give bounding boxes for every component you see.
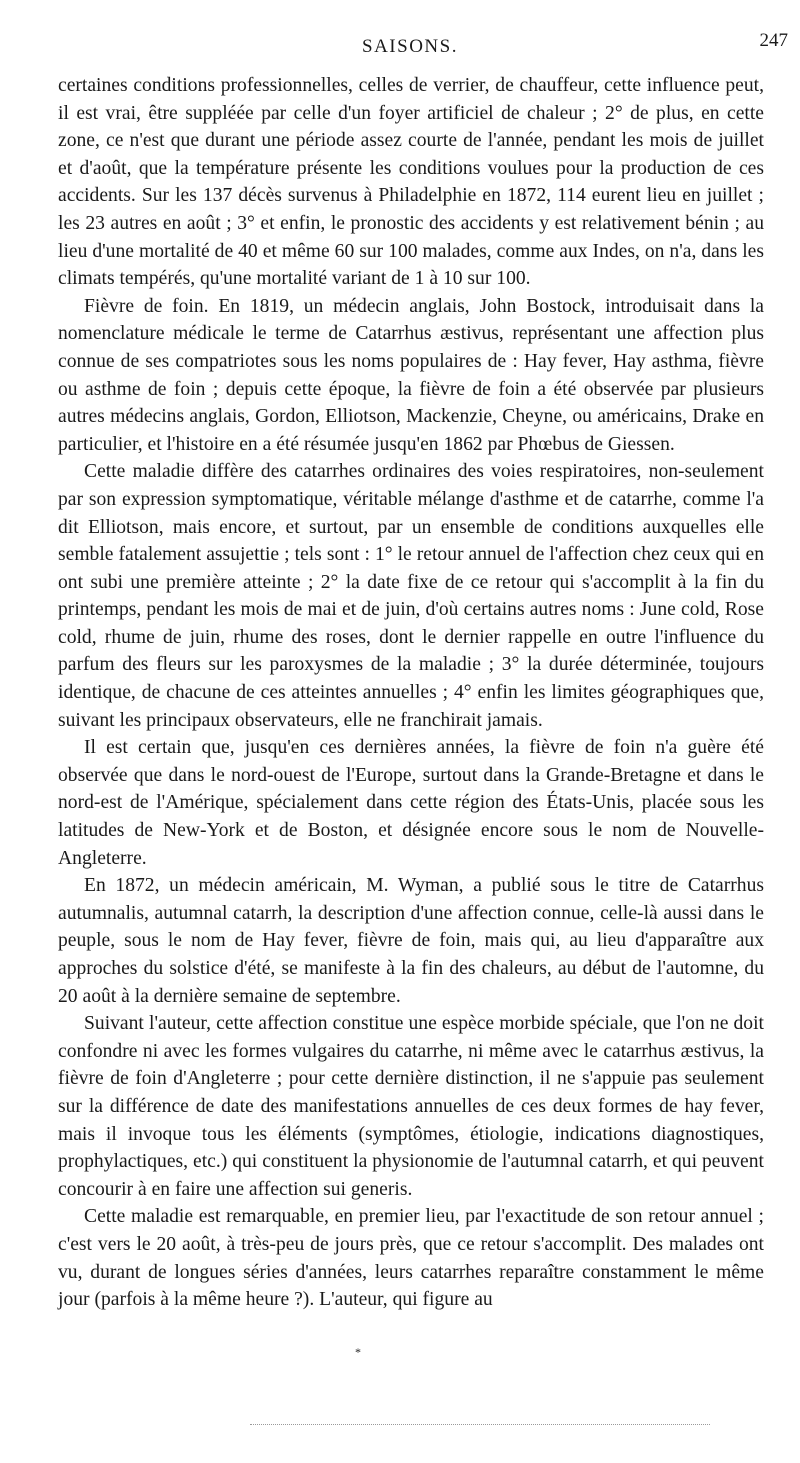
body-text [58, 72, 764, 1314]
running-title: SAISONS. [362, 36, 458, 57]
paragraph-1: certaines conditions professionnelles, celles de verrier, de chauffeur, cette influence peut, il est vrai, être suppléée par celle d'un foyer artificiel de chaleur ; 2° de plus, en cette zone, ce n'est que durant une période assez courte de l'année, pendant les mois de juillet et d'août, que la température présente les conditions voulues pour la production de ces accidents. Sur les 137 décès survenus à Philadelphie en 1872, 114 eurent lieu en juillet ; les 23 autres en août ; 3° et enfin, le pronostic des accidents y est relativement bénin ; au lieu d'une mortalité de 40 et même 60 sur 100 malades, comme aux Indes, on n'a, dans les climats tempérés, qu'une mortalité variant de 1 à 10 sur 100. [58, 75, 764, 290]
page-number: 247 [759, 30, 788, 51]
paragraph-6: Suivant l'auteur, cette affection constitue une espèce morbide spéciale, que l'on ne doit confondre ni avec les formes vulgaires du catarrhe, ni même avec le catarrhus æstivus, la fièvre de foin d'Angleterre ; pour cette dernière distinction, il ne s'appuie pas seulement sur la différence de date des manifestations annuelles de ces deux formes de hay fever, mais il invoque tous les éléments (symptômes, étiologie, indications diagnostiques, prophylactiques, etc.) qui constituent la physionomie de l'autumnal catarrh, et qui peuvent concourir à en faire une affection sui generis. [58, 1013, 764, 1200]
bottom-rule [250, 1424, 710, 1425]
footer-mark: * [355, 1345, 361, 1359]
paragraph-5: En 1872, un médecin américain, M. Wyman, a publié sous le titre de Catarrhus autumnalis, autumnal catarrh, la description d'une affection connue, celle-là aussi dans le peuple, sous le nom de Hay fever, fièvre de foin, mais qui, au lieu d'apparaître aux approches du solstice d'été, se manifeste à la fin des chaleurs, au début de l'automne, du 20 août à la dernière semaine de septembre. [58, 875, 764, 1007]
paragraph-7: Cette maladie est remarquable, en premier lieu, par l'exactitude de son retour annuel ; c'est vers le 20 août, à très-peu de jours près, que ce retour s'accomplit. Des malades ont vu, durant de longues séries d'années, leurs catarrhes reparaître constamment le même jour (parfois à la même heure ?). L'auteur, qui figure au [58, 1206, 764, 1311]
paragraph-3: Cette maladie diffère des catarrhes ordinaires des voies respiratoires, non-seulement par son expression symptomatique, véritable mélange d'asthme et de catarrhe, comme l'a dit Elliotson, mais encore, et surtout, par un ensemble de conditions auxquelles elle semble fatalement assujettie ; tels sont : 1° le retour annuel de l'affection chez ceux qui en ont subi une première atteinte ; 2° la date fixe de ce retour qui s'accomplit à la fin du printemps, pendant les mois de mai et de juin, d'où certains autres noms : June cold, Rose cold, rhume de juin, rhume des roses, dont le dernier rappelle en outre l'influence du parfum des fleurs sur les paroxysmes de la maladie ; 3° la durée déterminée, toujours identique, de chacune de ces atteintes annuelles ; 4° enfin les limites géographiques que, suivant les principaux observateurs, elle ne franchirait jamais. [58, 461, 764, 731]
paragraph-4: Il est certain que, jusqu'en ces dernières années, la fièvre de foin n'a guère été observée que dans le nord-ouest de l'Europe, surtout dans la Grande-Bretagne et dans le nord-est de l'Amérique, spécialement dans cette région des États-Unis, placée sous les latitudes de New-York et de Boston, et désignée encore sous le nom de Nouvelle-Angleterre. [58, 737, 764, 869]
paragraph-fievre-de-foin: Fièvre de foin. En 1819, un médecin anglais, John Bostock, introduisait dans la nomenclature médicale le terme de Catarrhus æstivus, représentant une affection plus connue de ses compatriotes sous les noms populaires de : Hay fever, Hay asthma, fièvre ou asthme de foin ; depuis cette époque, la fièvre de foin a été observée par plusieurs autres médecins anglais, Gordon, Elliotson, Mackenzie, Cheyne, ou américains, Drake en particulier, et l'histoire en a été résumée jusqu'en 1862 par Phœbus de Giessen. [58, 295, 764, 455]
page-header [60, 30, 788, 60]
